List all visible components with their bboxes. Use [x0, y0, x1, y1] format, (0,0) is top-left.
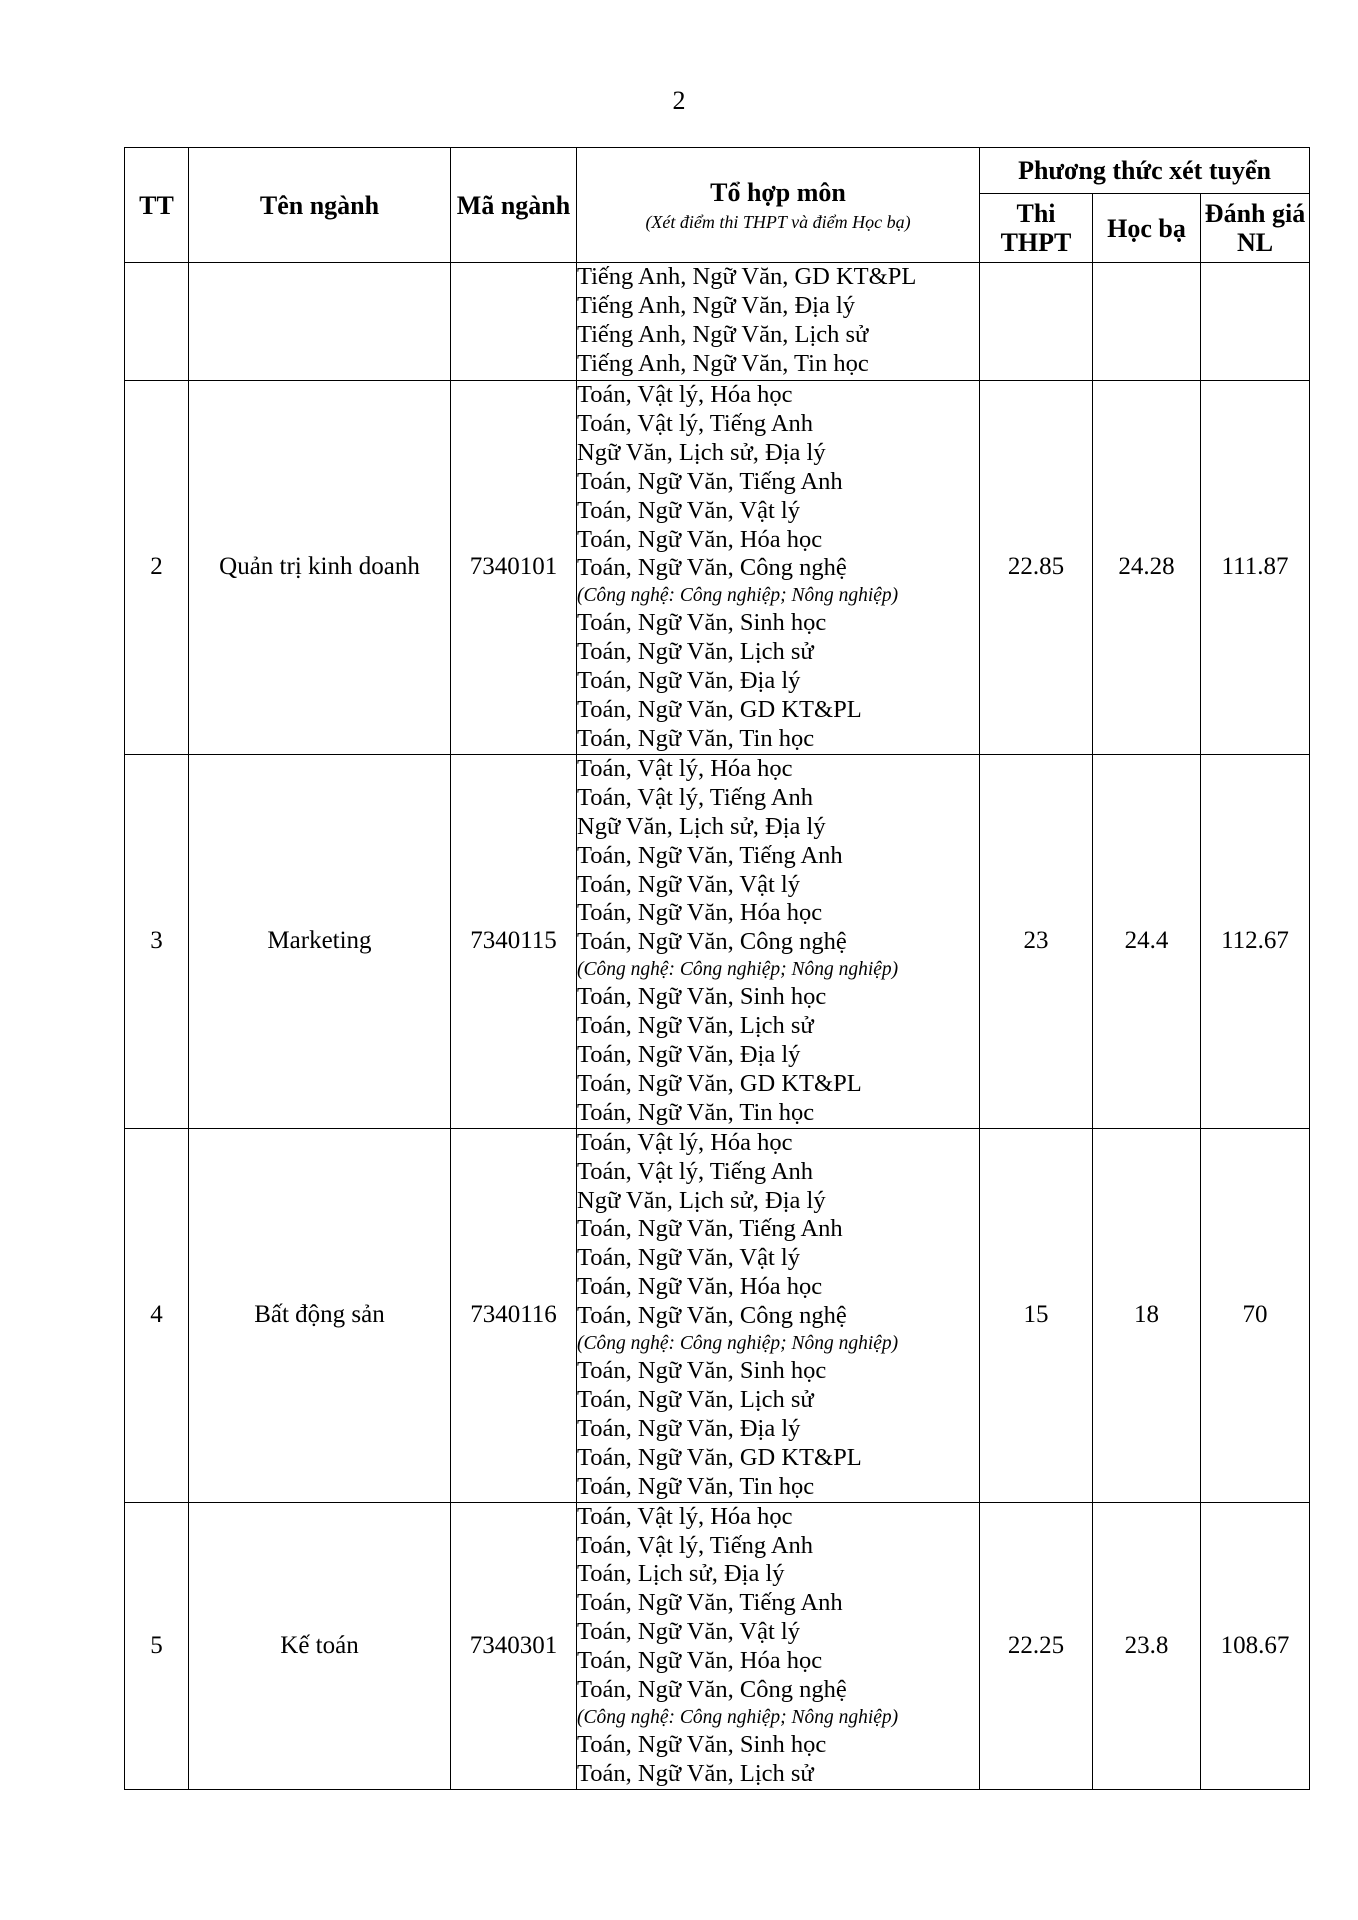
row-score-dgnl: 112.67: [1201, 754, 1310, 1128]
combo-item: Toán, Ngữ Văn, Hóa học: [577, 1273, 823, 1301]
row-score-thpt: 23: [980, 754, 1093, 1128]
combo-item: Toán, Vật lý, Tiếng Anh: [577, 1531, 814, 1559]
combo-item: Toán, Ngữ Văn, Tin học: [577, 1472, 815, 1500]
row-score-dgnl: 108.67: [1201, 1502, 1310, 1789]
combo-item: Toán, Ngữ Văn, Công nghệ: [577, 928, 847, 956]
combo-item: Toán, Ngữ Văn, Sinh học: [577, 1730, 827, 1758]
header-subject-combos: [577, 148, 980, 263]
row-tt: 5: [125, 1502, 189, 1789]
combo-item: Toán, Vật lý, Tiếng Anh: [577, 783, 814, 811]
header-combos-note: (Xét điểm thi THPT và điểm Học bạ): [645, 211, 911, 232]
combo-item: Tiếng Anh, Ngữ Văn, GD KT&PL: [577, 263, 917, 290]
combo-item: Toán, Ngữ Văn, Lịch sử: [577, 1759, 814, 1787]
row-major-code: [451, 263, 577, 381]
row-major-name: Bất động sản: [189, 1128, 451, 1502]
table-row: [125, 754, 1310, 1128]
combo-item: Toán, Ngữ Văn, Công nghệ: [577, 554, 847, 582]
row-score-dgnl: 111.87: [1201, 381, 1310, 755]
combo-item: Toán, Ngữ Văn, Công nghệ: [577, 1302, 847, 1330]
combo-item: Toán, Ngữ Văn, Công nghệ: [577, 1676, 847, 1704]
combo-item: Toán, Ngữ Văn, Lịch sử: [577, 1386, 814, 1413]
combo-item: Toán, Lịch sử, Địa lý: [577, 1560, 785, 1588]
combo-item: Toán, Ngữ Văn, Sinh học: [577, 1357, 827, 1385]
row-major-code: 7340301: [451, 1502, 577, 1789]
combo-item: Ngữ Văn, Lịch sử, Địa lý: [577, 1186, 826, 1214]
combo-item: Toán, Ngữ Văn, Tiếng Anh: [577, 467, 843, 495]
combo-item: Toán, Ngữ Văn, Địa lý: [577, 667, 801, 695]
table-row: [125, 1128, 1310, 1502]
row-score-dgnl: 70: [1201, 1128, 1310, 1502]
combo-item: Ngữ Văn, Lịch sử, Địa lý: [577, 438, 826, 466]
row-score-dgnl: [1201, 263, 1310, 381]
row-score-hocba: 24.28: [1093, 381, 1201, 755]
combo-item: Ngữ Văn, Lịch sử, Địa lý: [577, 812, 826, 840]
row-score-thpt: 22.85: [980, 381, 1093, 755]
row-subject-combos: [577, 381, 980, 755]
combo-item: Toán, Ngữ Văn, Hóa học: [577, 1647, 823, 1675]
combo-item: Toán, Ngữ Văn, Tin học: [577, 724, 815, 752]
header-hocba: Học bạ: [1093, 194, 1201, 263]
combo-item: Tiếng Anh, Ngữ Văn, Tin học: [577, 349, 869, 377]
row-major-code: 7340115: [451, 754, 577, 1128]
row-score-hocba: 18: [1093, 1128, 1201, 1502]
row-major-name: Kế toán: [189, 1502, 451, 1789]
table-row: [125, 1502, 1310, 1789]
combo-item: Toán, Ngữ Văn, Sinh học: [577, 609, 827, 637]
combo-item: Toán, Vật lý, Tiếng Anh: [577, 409, 814, 437]
combo-item: Toán, Vật lý, Tiếng Anh: [577, 1157, 814, 1185]
row-tt: 2: [125, 381, 189, 755]
combo-item: Toán, Ngữ Văn, Vật lý: [577, 870, 800, 898]
combo-item: Toán, Vật lý, Hóa học: [577, 1502, 793, 1530]
combo-note: (Công nghệ: Công nghiệp; Nông nghiệp): [577, 1706, 899, 1728]
combo-item: Toán, Ngữ Văn, Sinh học: [577, 983, 827, 1011]
combo-item: Toán, Vật lý, Hóa học: [577, 1128, 793, 1156]
combo-item: Tiếng Anh, Ngữ Văn, Lịch sử: [577, 320, 869, 348]
combo-note: (Công nghệ: Công nghiệp; Nông nghiệp): [577, 585, 899, 607]
row-subject-combos: [577, 263, 980, 381]
row-major-code: 7340101: [451, 381, 577, 755]
combo-item: Toán, Ngữ Văn, Vật lý: [577, 1618, 800, 1646]
row-subject-combos: [577, 1502, 980, 1789]
row-score-hocba: [1093, 263, 1201, 381]
header-major-name: Tên ngành: [189, 148, 451, 263]
row-score-hocba: 23.8: [1093, 1502, 1201, 1789]
row-score-thpt: [980, 263, 1093, 381]
combo-item: Toán, Ngữ Văn, Tiếng Anh: [577, 1589, 843, 1617]
row-score-hocba: 24.4: [1093, 754, 1201, 1128]
combo-item: Toán, Ngữ Văn, Tiếng Anh: [577, 841, 843, 869]
table-row: [125, 381, 1310, 755]
combo-item: Toán, Ngữ Văn, Vật lý: [577, 496, 800, 524]
combo-item: Tiếng Anh, Ngữ Văn, Địa lý: [577, 291, 856, 319]
combo-item: Toán, Vật lý, Hóa học: [577, 754, 793, 782]
header-combos-title: Tổ hợp môn: [710, 177, 846, 207]
combo-item: Toán, Ngữ Văn, Lịch sử: [577, 1012, 814, 1040]
table-row: [125, 263, 1310, 381]
combo-item: Toán, Ngữ Văn, Lịch sử: [577, 638, 814, 666]
row-major-name: Quản trị kinh doanh: [189, 381, 451, 755]
combo-item: Toán, Ngữ Văn, GD KT&PL: [577, 1069, 862, 1097]
admission-table: [124, 147, 1310, 1790]
combo-item: Toán, Ngữ Văn, GD KT&PL: [577, 696, 862, 724]
combo-item: Toán, Ngữ Văn, Địa lý: [577, 1414, 801, 1442]
row-major-name: Marketing: [189, 754, 451, 1128]
combo-item: Toán, Ngữ Văn, Địa lý: [577, 1041, 801, 1069]
combo-item: Toán, Ngữ Văn, Tiếng Anh: [577, 1215, 843, 1243]
header-dgnl: Đánh giá NL: [1201, 194, 1310, 263]
combo-item: Toán, Ngữ Văn, Hóa học: [577, 899, 823, 927]
row-subject-combos: [577, 754, 980, 1128]
row-tt: [125, 263, 189, 381]
header-admission-methods: Phương thức xét tuyển: [980, 148, 1310, 194]
combo-item: Toán, Ngữ Văn, Hóa học: [577, 525, 823, 553]
combo-item: Toán, Ngữ Văn, Tin học: [577, 1098, 815, 1126]
row-major-code: 7340116: [451, 1128, 577, 1502]
combo-item: Toán, Vật lý, Hóa học: [577, 381, 793, 408]
combo-note: (Công nghệ: Công nghiệp; Nông nghiệp): [577, 959, 899, 981]
row-major-name: [189, 263, 451, 381]
row-score-thpt: 22.25: [980, 1502, 1093, 1789]
row-subject-combos: [577, 1128, 980, 1502]
combo-item: Toán, Ngữ Văn, GD KT&PL: [577, 1443, 862, 1471]
row-tt: 3: [125, 754, 189, 1128]
row-score-thpt: 15: [980, 1128, 1093, 1502]
page-number: 2: [672, 86, 686, 115]
combo-item: Toán, Ngữ Văn, Vật lý: [577, 1244, 800, 1272]
combo-note: (Công nghệ: Công nghiệp; Nông nghiệp): [577, 1333, 899, 1355]
row-tt: 4: [125, 1128, 189, 1502]
header-tt: TT: [125, 148, 189, 263]
header-thpt: Thi THPT: [980, 194, 1093, 263]
header-major-code: Mã ngành: [451, 148, 577, 263]
